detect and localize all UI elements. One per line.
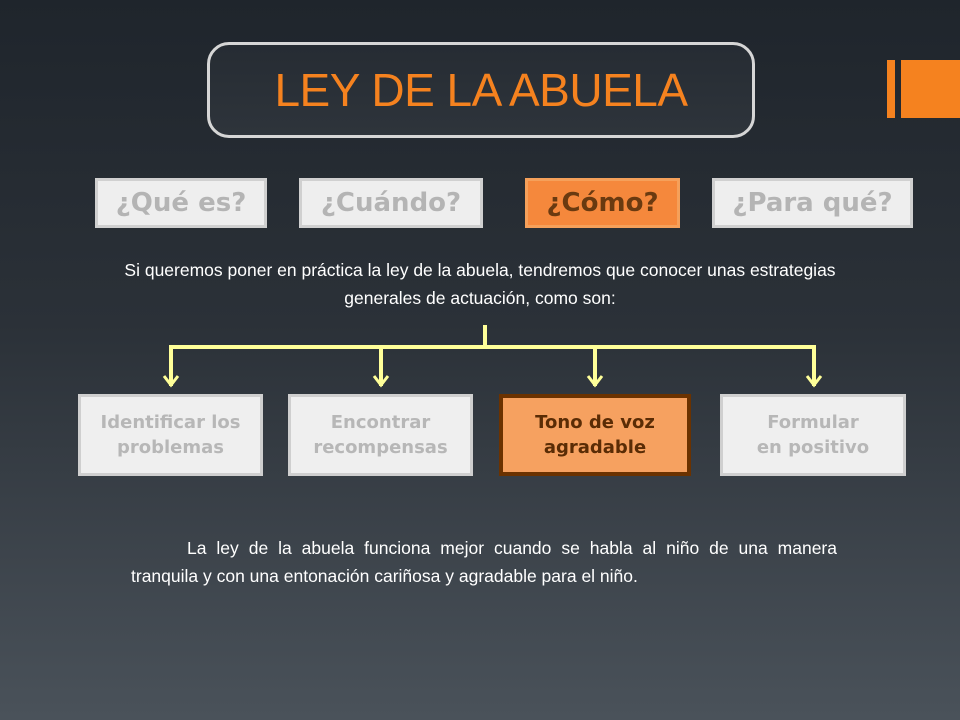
tab-como[interactable]: ¿Cómo? [525, 178, 680, 228]
strategy-line: en positivo [756, 437, 870, 458]
page-title: LEY DE LA ABUELA [274, 64, 688, 116]
strategy-identificar[interactable] [78, 394, 263, 476]
strategy-formular[interactable] [720, 394, 906, 476]
strategy-line: Identificar los [100, 412, 241, 433]
strategy-tono[interactable] [499, 394, 691, 476]
strategy-line: recompensas [313, 437, 448, 458]
tab-que-es[interactable]: ¿Qué es? [95, 178, 267, 228]
strategy-line: problemas [116, 437, 224, 458]
description-text [131, 534, 837, 590]
strategy-line: agradable [543, 437, 647, 458]
strategy-line: Tono de voz [535, 412, 655, 433]
description-content: La ley de la abuela funciona mejor cuando se habla al niño de una manera tranquila y con una entonación cariñosa y agradable para el niño. [131, 538, 837, 586]
tab-para-que[interactable]: ¿Para qué? [712, 178, 913, 228]
strategy-encontrar[interactable] [288, 394, 473, 476]
tab-cuando[interactable]: ¿Cuándo? [299, 178, 483, 228]
strategy-line: Formular [767, 412, 859, 433]
strategy-line: Encontrar [330, 412, 431, 433]
intro-text: Si queremos poner en práctica la ley de la abuela, tendremos que conocer unas estrategias generales de actuación, como son: [124, 260, 836, 308]
